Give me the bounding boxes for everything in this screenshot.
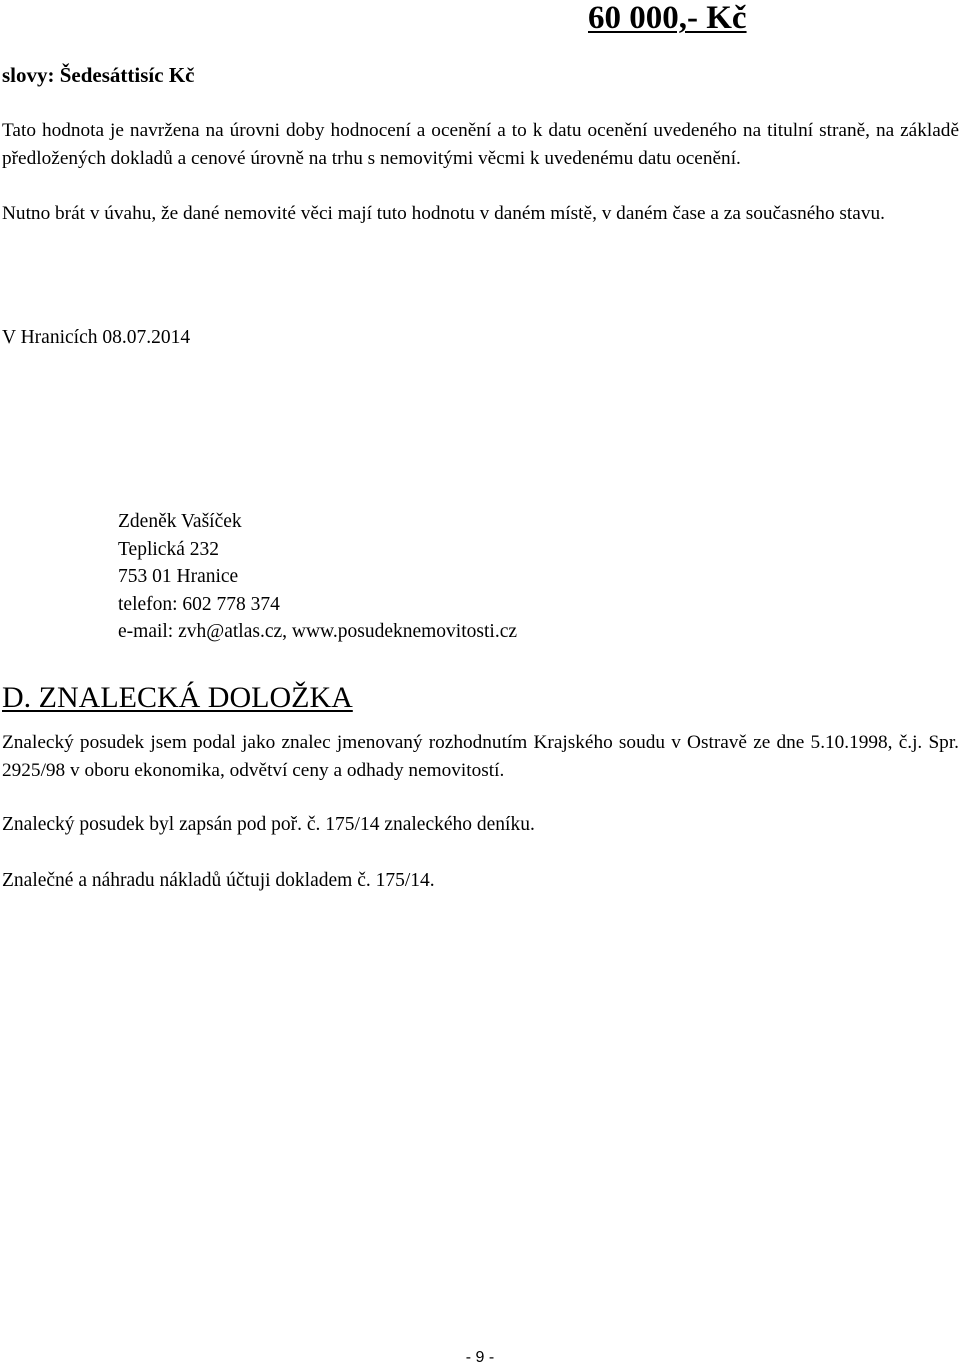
clause-registry-paragraph: Znalecký posudek byl zapsán pod poř. č. 175/14 znaleckého deníku. xyxy=(2,814,535,835)
valuation-amount: 60 000,- Kč xyxy=(588,0,747,36)
expert-email-web: e-mail: zvh@atlas.cz, www.posudeknemovitosti.cz xyxy=(118,621,517,642)
expert-city: 753 01 Hranice xyxy=(118,566,239,587)
signature-block xyxy=(118,508,517,646)
expert-name: Zdeněk Vašíček xyxy=(118,511,242,532)
page-number: - 9 - xyxy=(465,1349,495,1366)
clause-fee-paragraph: Znalečné a náhradu nákladů účtuji dokladem č. 175/14. xyxy=(2,870,435,891)
expert-phone: telefon: 602 778 374 xyxy=(118,593,280,615)
valuation-statement-paragraph: Tato hodnota je navržena na úrovni doby hodnocení a ocenění a to k datu ocenění uvedeného na titulní straně, na základě předložených dokladů a cenové úrovně na trhu s nemovitými věcmi k uvedenému datu ocenění. xyxy=(2,120,959,169)
place-date: V Hranicích 08.07.2014 xyxy=(2,327,191,348)
valuation-condition-paragraph: Nutno brát v úvahu, že dané nemovité věci mají tuto hodnotu v daném místě, v daném čase a za současného stavu. xyxy=(2,203,885,224)
clause-heading: D. ZNALECKÁ DOLOŽKA xyxy=(2,681,353,714)
valuation-in-words: slovy: Šedesáttisíc Kč xyxy=(2,63,195,87)
clause-appointment-paragraph: Znalecký posudek jsem podal jako znalec jmenovaný rozhodnutím Krajského soudu v Ostravě ze dne 5.10.1998, č.j. Spr. 2925/98 v oboru ekonomika, odvětví ceny a odhady nemovitostí. xyxy=(2,732,959,781)
expert-street: Teplická 232 xyxy=(118,538,219,560)
